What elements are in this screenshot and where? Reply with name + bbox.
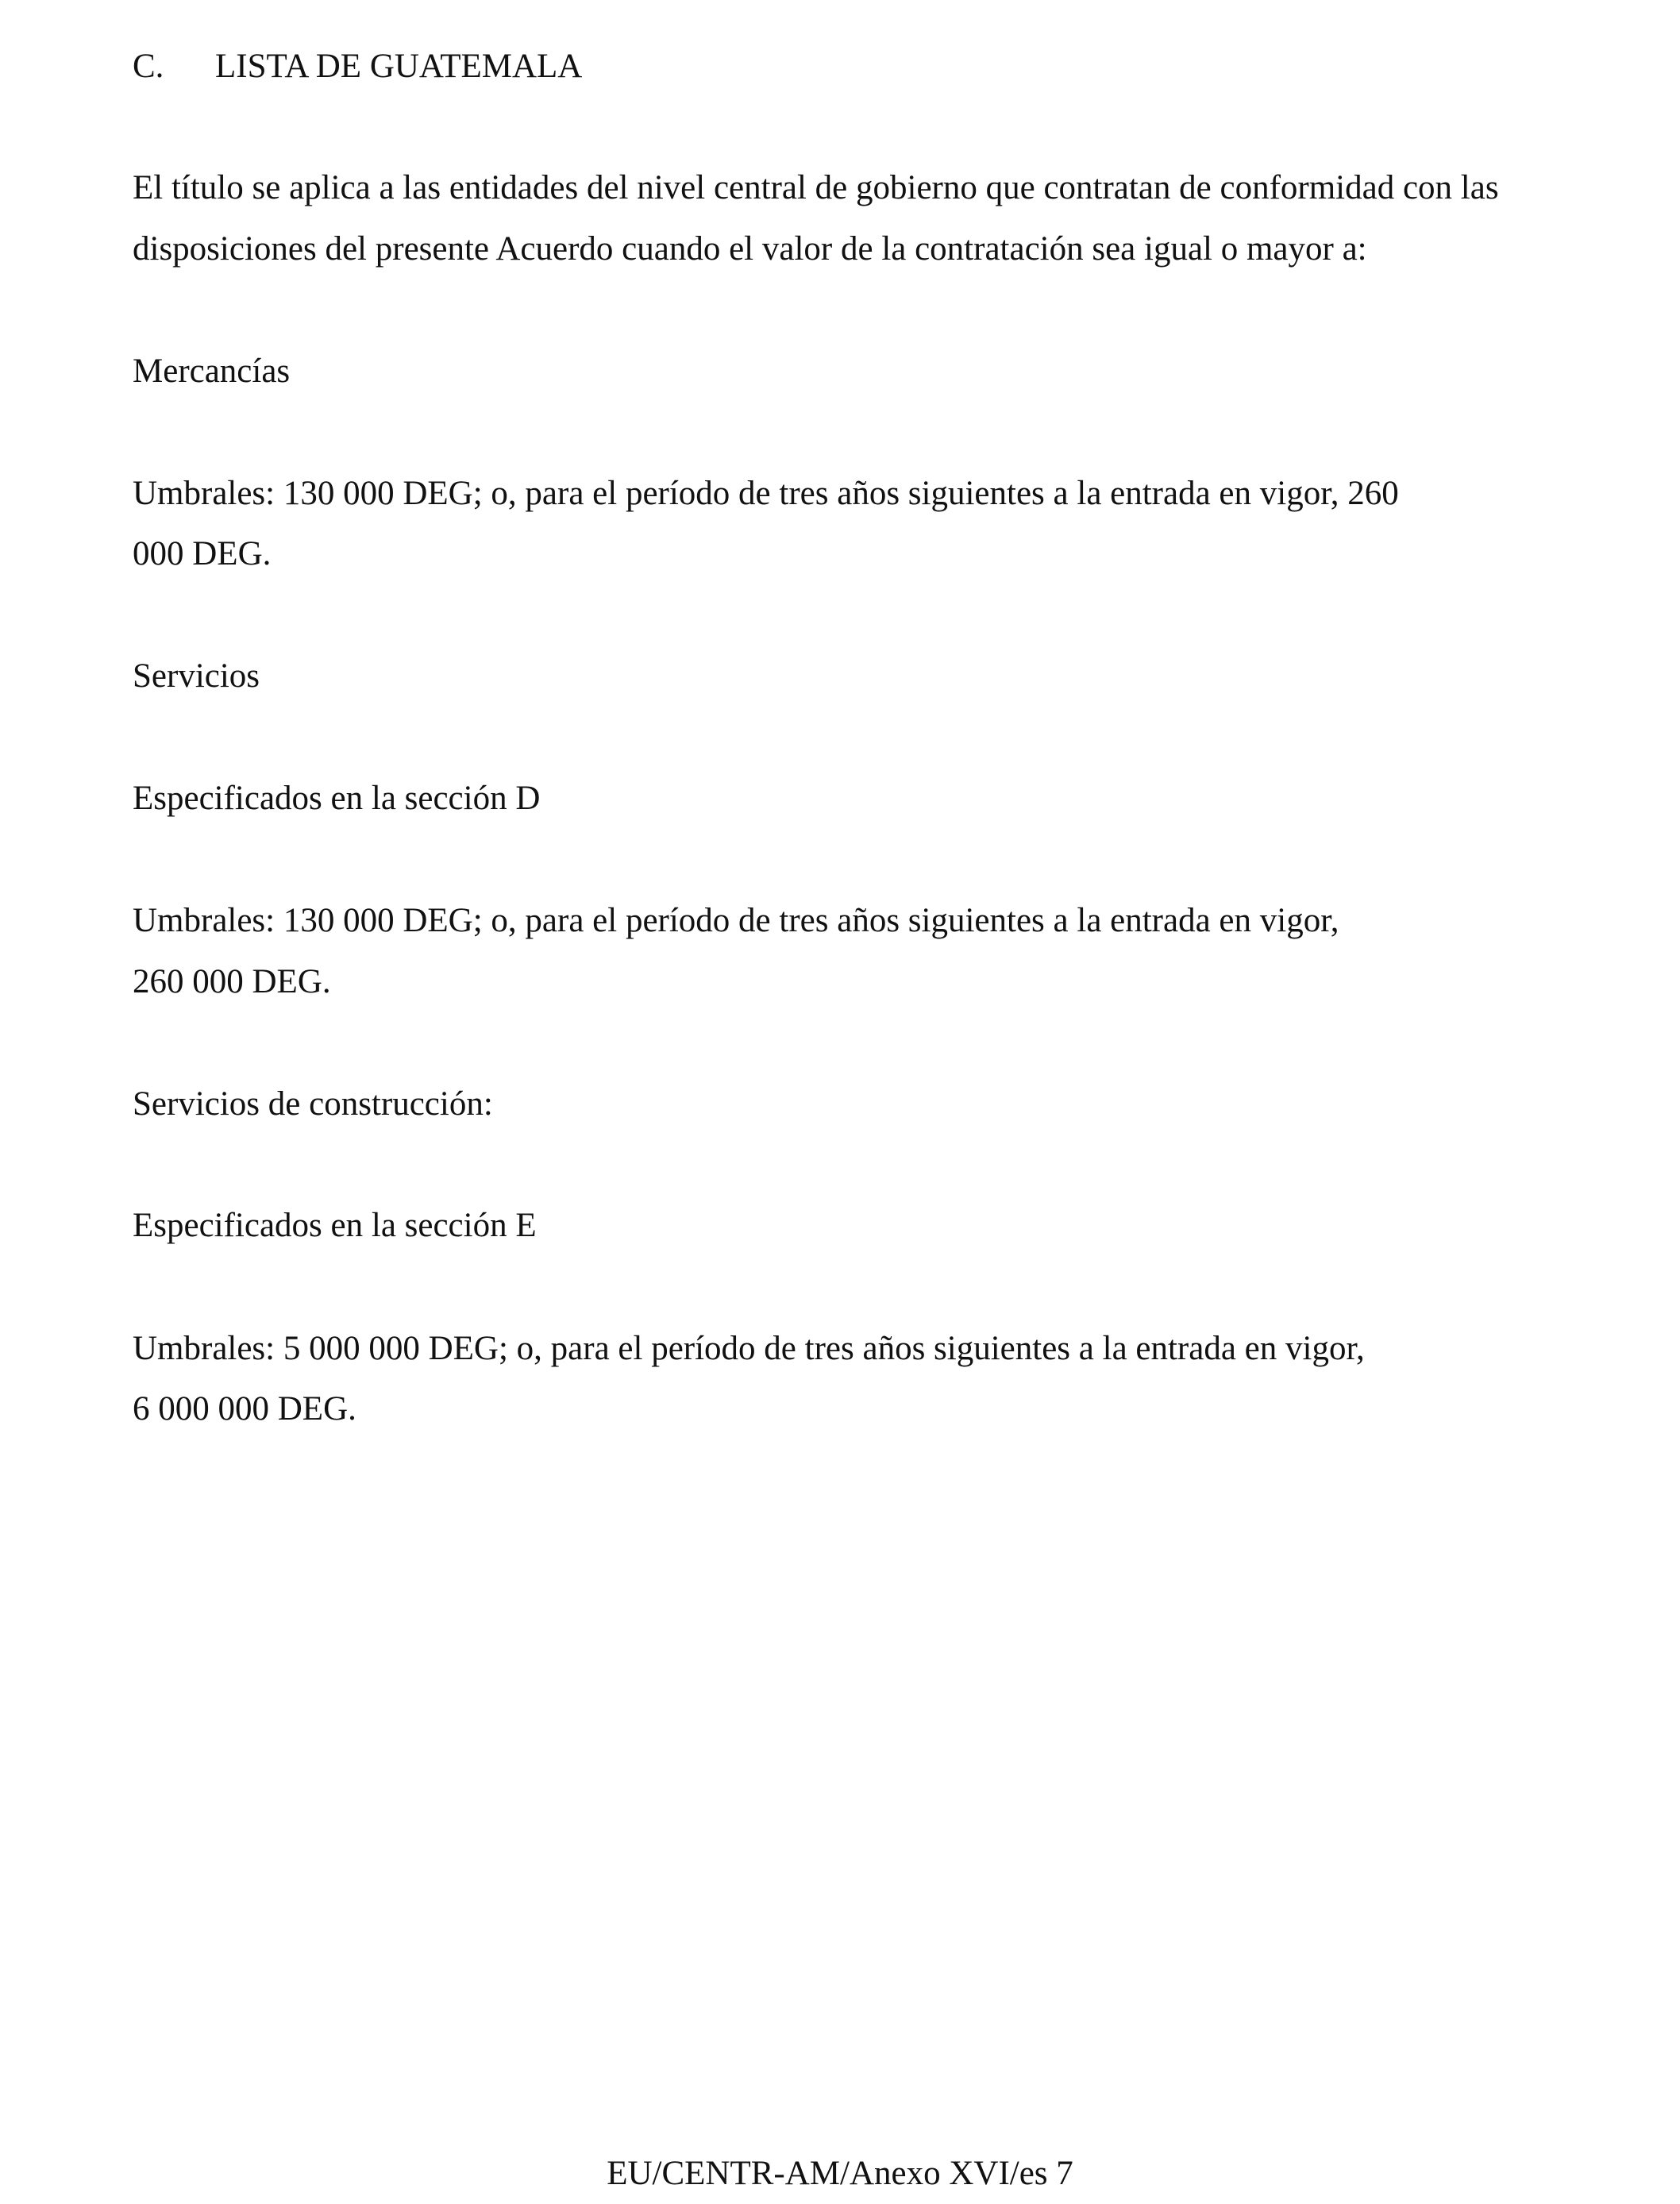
page-footer-reference: EU/CENTR-AM/Anexo XVI/es 7 (607, 2155, 1073, 2192)
servicios-specified: Especificados en la sección D (133, 780, 541, 817)
mercancias-thresholds-line-1: Umbrales: 130 000 DEG; o, para el período de tres años siguientes a la entrada en vigor, 260 (133, 475, 1399, 512)
mercancias-heading: Mercancías (133, 353, 291, 390)
construccion-thresholds-line-2: 6 000 000 DEG. (133, 1390, 356, 1428)
construccion-thresholds-line-1: Umbrales: 5 000 000 DEG; o, para el período de tres años siguientes a la entrada en vigor, (133, 1330, 1365, 1367)
construccion-heading: Servicios de construcción: (133, 1085, 493, 1123)
section-title: LISTA DE GUATEMALA (215, 48, 583, 85)
section-letter: C. (133, 48, 164, 85)
intro-line-2: disposiciones del presente Acuerdo cuando el valor de la contratación sea igual o mayor a: (133, 230, 1367, 268)
intro-line-1: El título se aplica a las entidades del nivel central de gobierno que contratan de conformidad con las (133, 169, 1499, 206)
mercancias-thresholds-line-2: 000 DEG. (133, 535, 272, 572)
servicios-thresholds-line-2: 260 000 DEG. (133, 963, 331, 1000)
section-heading (133, 41, 582, 92)
construccion-specified: Especificados en la sección E (133, 1207, 537, 1244)
servicios-heading: Servicios (133, 657, 260, 695)
servicios-thresholds-line-1: Umbrales: 130 000 DEG; o, para el período de tres años siguientes a la entrada en vigor, (133, 902, 1339, 939)
